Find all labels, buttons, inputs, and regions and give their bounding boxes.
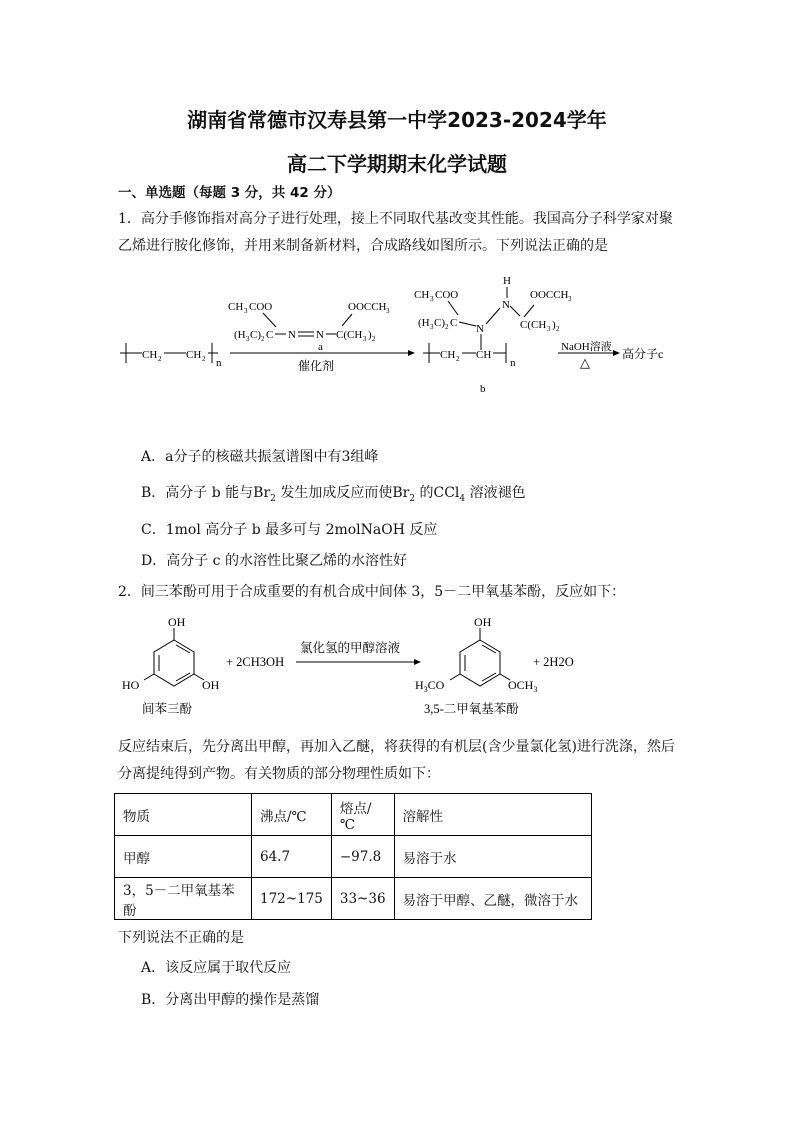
q1-option-d: D．高分子 c 的水溶性比聚乙烯的水溶性好 [141,553,407,569]
svg-text:2: 2 [372,335,376,343]
table-row [115,878,592,920]
svg-text:CH: CH [142,349,158,361]
svg-text:3: 3 [430,323,434,331]
table-header-cell: 熔点/℃ [331,794,394,836]
left-compound-name: 间苯三酚 [142,702,193,716]
q2-after-line2: 分离提纯得到产物。有关物质的部分物理性质如下： [118,766,440,782]
svg-text:CH: CH [476,349,492,361]
right-compound-name: 3,5-二甲氧基苯酚 [424,702,519,716]
properties-table [114,793,592,920]
table-header-row [115,794,592,836]
q1-option-a: A．a分子的核磁共振氢谱图中有3组峰 [141,449,379,465]
q2-option-b: B．分离出甲醇的操作是蒸馏 [141,992,320,1008]
svg-text:2: 2 [445,323,449,331]
svg-text:(H: (H [418,317,430,329]
svg-text:n: n [216,357,222,369]
q2-after-line1: 反应结束后，先分离出甲醇，再加入乙醚，将获得的有机层(含少量氯化氢)进行洗涤，然后 [118,739,675,755]
polyethylene-structure [120,343,222,369]
svg-text:3: 3 [547,325,551,333]
table-cell: 64.7 [252,836,332,878]
q1-reaction-scheme [118,270,678,400]
q1-option-c: C．1mol 高分子 b 最多可与 2molNaOH 反应 [141,522,438,538]
q2-option-a: A．该反应属于取代反应 [141,960,292,976]
methanol-reagent: + 2CH3OH [226,655,285,669]
q2-question: 下列说法不正确的是 [118,930,244,946]
table-cell: 3，5－二甲氧基苯酚 [115,878,252,920]
svg-text:C(CH: C(CH [336,329,363,341]
table-cell: 172~175 [252,878,332,920]
svg-text:COO: COO [249,301,273,313]
svg-text:H: H [503,275,511,287]
svg-text:C: C [450,317,458,329]
q2-stem: 2．间三苯酚可用于合成重要的有机合成中间体 3，5－二甲氧基苯酚，反应如下： [118,584,626,600]
table-cell: 甲醇 [115,836,252,878]
svg-text:): ) [368,329,372,341]
dimethoxyphenol-structure [450,628,510,686]
heat-label: △ [580,355,590,370]
svg-text:COO: COO [435,289,459,301]
svg-text:3: 3 [430,295,434,303]
svg-text:CH: CH [414,289,430,301]
polymer-b-structure [414,275,572,369]
table-cell: −97.8 [331,836,394,878]
svg-text:2: 2 [261,335,265,343]
q2-reaction-scheme [118,612,618,722]
svg-text:(H: (H [234,329,246,341]
svg-text:2: 2 [158,355,162,363]
svg-text:2: 2 [456,355,460,363]
svg-text:OH: OH [168,615,186,629]
svg-text:N: N [316,329,324,341]
svg-text:2: 2 [202,355,206,363]
svg-text:HO: HO [122,678,140,692]
svg-text:CH: CH [186,349,202,361]
svg-text:C: C [266,329,274,341]
svg-text:N: N [502,299,510,311]
title-line-2: 高二下学期期末化学试题 [287,152,507,176]
q1-stem-line2: 乙烯进行胺化修饰，并用来制备新材料，合成路线如图所示。下列说法正确的是 [118,238,608,254]
table-header-cell: 溶解性 [394,794,591,836]
catalyst-label: 催化剂 [298,359,335,373]
phloroglucinol-structure [144,628,204,686]
polymer-b-label: b [480,383,486,395]
svg-text:C(CH: C(CH [520,319,547,331]
naoh-label: NaOH溶液 [561,341,612,353]
table-row [115,836,592,878]
water-byproduct: + 2H2O [533,655,574,669]
svg-text:N: N [288,329,296,341]
svg-text:2: 2 [556,325,560,333]
svg-text:OOCCH: OOCCH [530,289,569,301]
table-header-cell: 沸点/℃ [252,794,332,836]
svg-text:): ) [552,319,556,331]
svg-text:CH: CH [228,301,244,313]
section-heading: 一、单选题（每题 3 分，共 42 分） [118,185,341,201]
svg-text:OH: OH [474,615,492,629]
svg-text:H3CO: $H_3CO$ [415,678,445,694]
q1-option-b: B．高分子 b 能与$Br_2$ 发生加成反应而使$Br_2$ 的CCl$_4$ 溶液褪色 [141,485,526,504]
svg-text:C): C) [434,317,445,329]
svg-text:OOCCH: OOCCH [348,301,387,313]
condition-label: 氯化氢的甲醇溶液 [300,641,401,655]
svg-text:OCH3: $OCH_3$ [508,678,538,694]
svg-text:3: 3 [363,335,367,343]
q1-stem-line1: 1．高分手修饰指对高分子进行处理，接上不同取代基改变其性能。我国高分子科学家对聚 [118,211,673,227]
title-line-1: 湖南省常德市汉寿县第一中学2023-2024学年 [187,108,607,132]
table-cell: 33~36 [331,878,394,920]
table-cell: 易溶于甲醇、乙醚，微溶于水 [394,878,591,920]
table-header-cell: 物质 [115,794,252,836]
svg-text:C): C) [250,329,261,341]
svg-text:3: 3 [568,295,572,303]
svg-text:N: N [476,323,484,335]
svg-text:3: 3 [246,335,250,343]
svg-text:3: 3 [244,307,248,315]
svg-text:CH: CH [440,349,456,361]
svg-text:3: 3 [386,307,390,315]
reagent-a-label: a [318,341,323,353]
reagent-a-structure [228,301,390,343]
product-c-label: 高分子c [622,347,664,361]
svg-text:OH: OH [202,678,220,692]
table-cell: 易溶于水 [394,836,591,878]
svg-text:n: n [510,357,516,369]
